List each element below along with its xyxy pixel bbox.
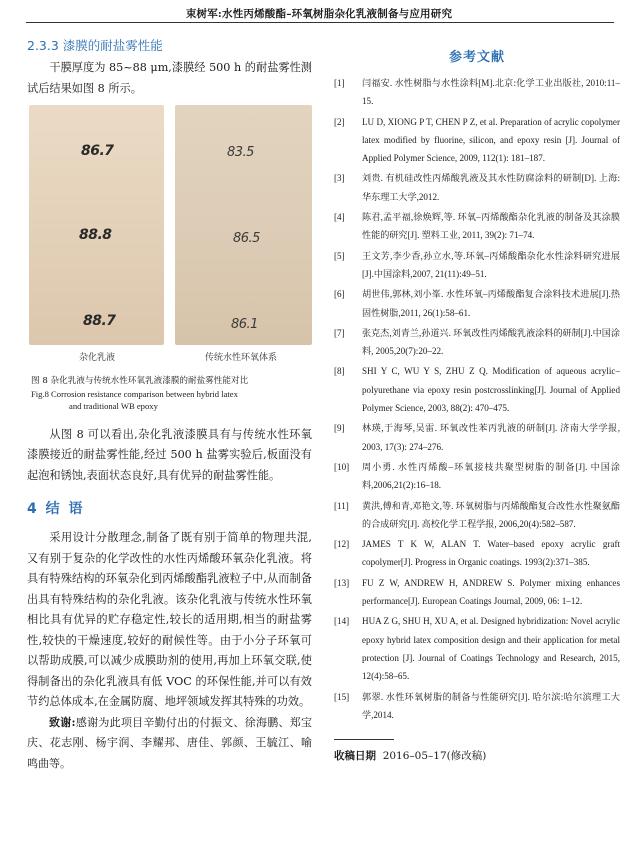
ack-text: 感谢为此项目辛勤付出的付振文、徐海鹏、郑宝庆、花志刚、杨宇润、李耀邦、唐佳、郭颜、王毓江、喻鸣曲等。	[27, 715, 312, 770]
reference-number: [9]	[334, 423, 345, 434]
running-head: 束树军:水性丙烯酸酯–环氧树脂杂化乳液制备与应用研究	[185, 8, 453, 20]
ack-label: 致谢:	[49, 715, 76, 729]
references-heading: 参考文献	[448, 50, 505, 65]
panel-a-label: 杂化乳液	[79, 353, 116, 363]
received-value: 2016–05–17(修改稿)	[382, 750, 487, 763]
panel-b-mark-2: 86.5	[233, 231, 260, 246]
received-date	[334, 748, 620, 763]
reference-number: [5]	[334, 250, 345, 261]
reference-text: SHI Y C, WU Y S, ZHU Z Q. Modification of aqueous acrylic–polyurethane via epoxy resin postcrosslinking[J]. Journal of Applied Polymer Science, 2003, 88(2): 470–475.	[362, 366, 620, 414]
reference-item	[334, 248, 620, 285]
caption-english-line-1: Fig.8 Corrosion resistance comparison between hybrid latex	[31, 388, 238, 399]
acknowledgement	[27, 713, 312, 775]
reference-text: JAMES T K W, ALAN T. Water–based epoxy acrylic graft copolymer[J]. Progress in Organic coatings. 1993(2):371–385.	[362, 539, 620, 568]
reference-item	[334, 170, 620, 207]
conclusion-paragraph: 采用设计分散理念,制备了既有别于简单的物理共混,又有别于复杂的化学改性的水性丙烯酸环氧杂化乳液。将具有特殊结构的环氧杂化到丙烯酸酯乳液粒子中,从而制备出具有特殊结构的杂化乳液。该杂化乳液与传统水性环氧相比具有优异的贮存稳定性,较长的适用期,相当的耐盐雾性,较快的干燥速度,较好的耐候性等。由于小分子环氧可以帮助成膜,可以减少成膜助剂的使用,再加上环氧交联,使得制备出的杂化乳液具有低 VOC 的环保性能,并可以有效节约总体成本,在金属防腐、地坪领域发挥其特殊的功效。	[27, 531, 312, 708]
reference-text: 黄洪,傅和青,邓艳文,等. 环氧树脂与丙烯酸酯复合改性水性聚氨酯的合成研究[J]. 高校化学工程学报, 2006,20(4):582–587.	[362, 500, 620, 529]
reference-text: 周小勇. 水性丙烯酸–环氧接枝共聚型树脂的制备[J]. 中国涂料,2006,21(2):16–18.	[362, 461, 620, 491]
reference-text: 刘贵. 有机硅改性丙烯酸乳液及其水性防腐涂料的研制[D]. 上海:华东理工大学,2012.	[362, 173, 620, 202]
reference-text: 闫福安. 水性树脂与水性涂料[M].北京:化学工业出版社, 2010:11–15.	[362, 78, 620, 107]
section-heading-2-3-3: 2.3.3 漆膜的耐盐雾性能	[27, 38, 163, 53]
reference-text: 王文芳,李少香,孙立水,等.环氧–丙烯酸酯杂化水性涂料研究进展[J].中国涂料,2007, 21(11):49–51.	[362, 250, 620, 279]
reference-item	[334, 536, 620, 573]
reference-item	[334, 459, 620, 496]
reference-item	[334, 689, 620, 726]
reference-number: [10]	[334, 461, 350, 472]
reference-text: FU Z W, ANDREW H, ANDREW S. Polymer mixing enhances performance[J]. European Coatings Journal, 2009, 06: 1–12.	[362, 577, 620, 607]
reference-text: 郭翠. 水性环氧树脂的制备与性能研究[J]. 哈尔滨:哈尔滨理工大学,2014.	[362, 691, 620, 720]
reference-item	[334, 498, 620, 535]
header-rule	[26, 22, 614, 23]
left-column	[27, 36, 312, 774]
reference-item	[334, 363, 620, 418]
panel-a-mark-2: 88.8	[79, 227, 112, 243]
figure-discussion-paragraph: 从图 8 可以看出,杂化乳液漆膜具有与传统水性环氧漆膜接近的耐盐雾性能,经过 500 h 盐雾实验后,板面没有起泡和锈蚀,表面状态良好,具有优异的耐盐雾性能。	[27, 427, 312, 482]
caption-chinese: 图 8 杂化乳液与传统水性环氧乳液漆膜的耐盐雾性能对比	[31, 376, 249, 386]
caption-english-line-2: and traditional WB epoxy	[69, 401, 158, 411]
figure-caption	[27, 375, 312, 413]
received-label: 收稿日期	[334, 750, 376, 763]
reference-number: [15]	[334, 691, 350, 702]
reference-item	[334, 114, 620, 169]
reference-number: [8]	[334, 366, 345, 377]
reference-number: [11]	[334, 500, 349, 511]
reference-text: 陈君,孟平福,徐焕辉,等. 环氧–丙烯酸酯杂化乳液的制备及其涂膜性能的研究[J]. 塑料工业, 2011, 39(2): 71–74.	[362, 212, 620, 241]
reference-text: 林瑛,于海琴,吴雷. 环氧改性苯丙乳液的研制[J]. 济南大学学报, 2003, 17(3): 274–276.	[362, 423, 620, 452]
reference-number: [2]	[334, 116, 345, 127]
right-column	[334, 36, 620, 763]
panel-a-mark-1: 86.7	[81, 143, 114, 159]
reference-item	[334, 75, 620, 112]
panel-hybrid-latex	[29, 105, 164, 345]
reference-item	[334, 286, 620, 323]
panel-a-mark-3: 88.7	[83, 313, 116, 329]
reference-number: [13]	[334, 577, 350, 588]
reference-text: LU D, XIONG P T, CHEN P Z, et al. Preparation of acrylic copolymer latex modified by fluorine, silicon, and epoxy resin [J]. Journal of Applied Polymer Science, 2009, 112(1): 181–187.	[362, 116, 620, 164]
section-heading-4: 4 结 语	[27, 501, 85, 517]
reference-list	[334, 75, 620, 725]
panel-b-mark-3: 86.1	[231, 317, 258, 332]
reference-item	[334, 325, 620, 362]
received-rule	[334, 739, 394, 740]
reference-item	[334, 209, 620, 246]
reference-number: [7]	[334, 327, 345, 338]
reference-item	[334, 420, 620, 457]
reference-number: [14]	[334, 616, 350, 627]
reference-text: HUA Z G, SHU H, XU A, et al. Designed hybridization: Novel acrylic epoxy hybrid latex composition design and their application for metal protection [J]. Journal of Coatings Technology and Research, 2015, 12(4):58–65.	[362, 616, 620, 682]
reference-number: [6]	[334, 289, 345, 300]
reference-item	[334, 613, 620, 686]
intro-paragraph: 干膜厚度为 85~88 μm,漆膜经 500 h 的耐盐雾性测试后结果如图 8 所示。	[27, 61, 312, 95]
panel-b-label: 传统水性环氧体系	[205, 353, 278, 363]
reference-text: 张克杰,刘青兰,孙道兴. 环氧改性丙烯酸乳液涂料的研制[J].中国涂料, 2005,20(7):20–22.	[362, 327, 620, 357]
reference-item	[334, 575, 620, 612]
reference-number: [4]	[334, 212, 345, 223]
panel-b-mark-1: 83.5	[227, 145, 254, 160]
reference-number: [3]	[334, 173, 345, 184]
reference-number: [1]	[334, 78, 345, 88]
reference-number: [12]	[334, 539, 350, 550]
reference-text: 胡世伟,郭林,刘小峯. 水性环氧–丙烯酸酯复合涂料技术进展[J].热固性树脂,2011, 26(1):58–61.	[362, 289, 620, 318]
figure-8	[27, 105, 312, 363]
panel-traditional-epoxy	[175, 105, 312, 345]
